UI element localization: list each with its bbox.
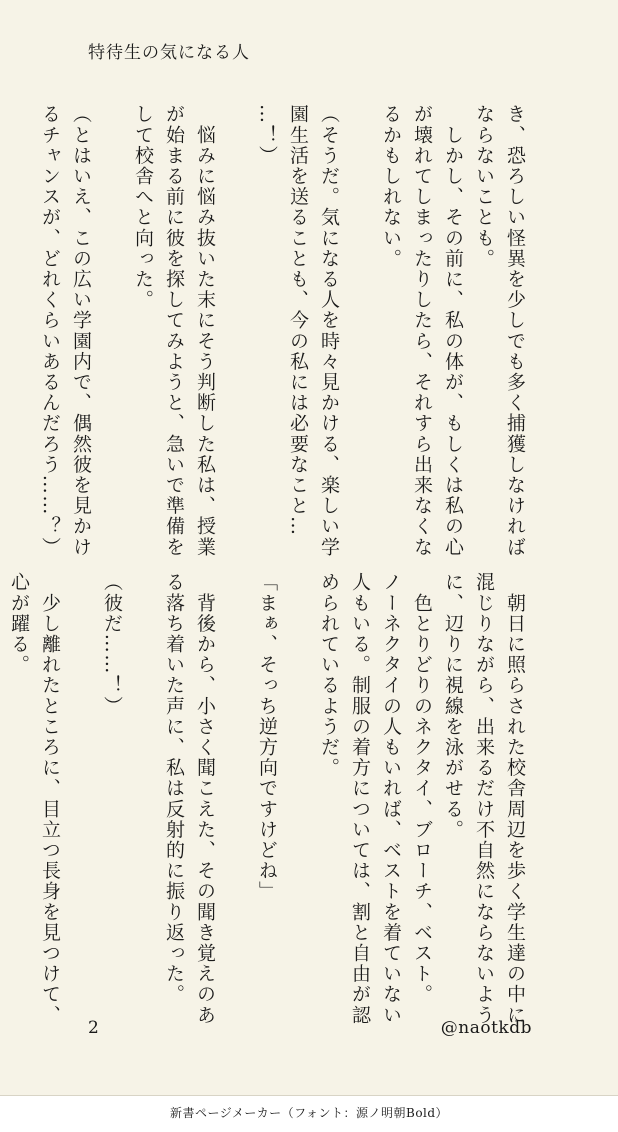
- text-block-top: [34, 104, 530, 564]
- text-line: [96, 104, 127, 564]
- text-line: が壊れてしまったりしたら、それすら出来なくな: [411, 104, 433, 558]
- text-line: が始まる前に彼を探してみようと、急いで準備を: [163, 104, 185, 558]
- text-line: [282, 572, 313, 1032]
- text-line: [127, 572, 158, 1032]
- text-line: 背後から、小さく聞こえた、その聞き覚えのあ: [194, 572, 216, 1026]
- text-line: に、辺りに視線を泳がせる。: [442, 572, 464, 840]
- text-line: るかもしれない。: [380, 104, 402, 269]
- text-line: ならないことも。: [473, 104, 495, 269]
- text-block-bottom: [3, 572, 530, 1032]
- text-line: して校舎へと向った。: [132, 104, 154, 310]
- text-line: 混じりながら、出来るだけ不自然にならないよう: [473, 572, 495, 1026]
- text-line: [344, 104, 375, 564]
- text-line: （そうだ。気になる人を時々見かける、楽しい学: [318, 104, 340, 558]
- text-line: 人もいる。制服の着方については、割と自由が認: [349, 572, 371, 1026]
- text-line: 朝日に照らされた校舎周辺を歩く学生達の中に: [504, 572, 526, 1026]
- text-line: 悩みに悩み抜いた末にそう判断した私は、授業: [194, 104, 216, 558]
- text-line: るチャンスが、どれくらいあるんだろう……？）: [39, 104, 61, 558]
- text-line: （彼だ……！）: [101, 572, 123, 717]
- author-handle: @naotkdb: [440, 1018, 532, 1038]
- book-title: 特待生の気になる人: [88, 43, 250, 63]
- text-line: 少し離れたところに、目立つ長身を見つけて、: [39, 572, 61, 1026]
- text-line: 心が躍る。: [8, 572, 30, 675]
- text-line: [220, 572, 251, 1032]
- text-line: [65, 572, 96, 1032]
- generator-credit: 新書ページメーカー（フォント：源ノ明朝Bold）: [169, 1106, 449, 1120]
- text-line: 「まぁ、そっち逆方向ですけどね」: [256, 572, 278, 902]
- text-line: 色とりどりのネクタイ、ブローチ、ベスト。: [411, 572, 433, 1005]
- text-line: ノーネクタイの人もいれば、ベストを着ていない: [380, 572, 402, 1026]
- text-line: 園生活を送ることも、今の私には必要なこと…: [287, 104, 309, 537]
- text-line: められているようだ。: [318, 572, 340, 778]
- text-line: [220, 104, 251, 564]
- text-line: （とはいえ、この広い学園内で、偶然彼を見かけ: [70, 104, 92, 558]
- text-line: る落ち着いた声に、私は反射的に振り返った。: [163, 572, 185, 1005]
- text-line: き、恐ろしい怪異を少しでも多く捕獲しなければ: [504, 104, 526, 558]
- page-number: 2: [88, 1018, 99, 1038]
- text-line: しかし、その前に、私の体が、もしくは私の心: [442, 104, 464, 558]
- text-line: …！）: [256, 104, 278, 166]
